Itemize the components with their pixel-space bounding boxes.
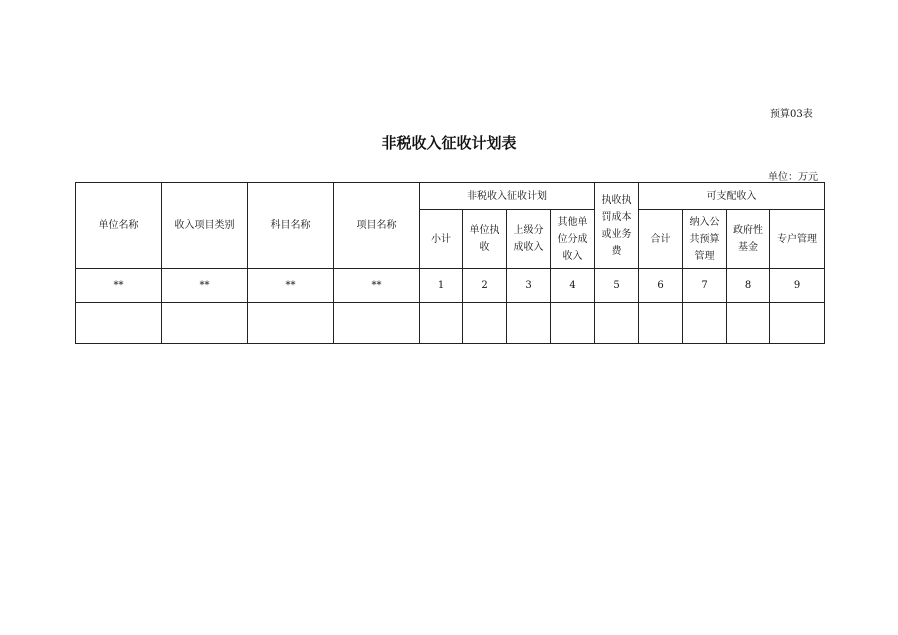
table-cell (683, 303, 727, 344)
table-cell (639, 303, 683, 344)
header-public-budget: 纳入公共预算管理 (683, 210, 727, 269)
table-cell (248, 303, 334, 344)
table-cell (463, 303, 507, 344)
header-item-name: 项目名称 (334, 183, 420, 269)
header-disposable-group: 可支配收入 (639, 183, 825, 210)
unit-label: 单位：万元 (768, 172, 818, 183)
table-cell (76, 303, 162, 344)
header-total: 合计 (639, 210, 683, 269)
table-cell (420, 303, 463, 344)
table-row (76, 303, 825, 344)
table-cell: 6 (639, 269, 683, 303)
header-gov-fund: 政府性基金 (727, 210, 770, 269)
table-cell: ** (162, 269, 248, 303)
table-cell (551, 303, 595, 344)
table-cell (162, 303, 248, 344)
table-row (76, 269, 825, 303)
table-cell (727, 303, 770, 344)
table-cell: 7 (683, 269, 727, 303)
table-cell: ** (76, 269, 162, 303)
table-cell (770, 303, 825, 344)
header-unit-name: 单位名称 (76, 183, 162, 269)
table-cell: 1 (420, 269, 463, 303)
nontax-plan-table (75, 182, 825, 344)
page-title: 非税收入征收计划表 (381, 134, 517, 152)
header-enforcement-cost: 执收执罚成本或业务费 (595, 183, 639, 269)
table-cell: 8 (727, 269, 770, 303)
table-cell: 5 (595, 269, 639, 303)
header-superior-share: 上级分成收入 (507, 210, 551, 269)
table-cell: ** (334, 269, 420, 303)
header-income-category: 收入项目类别 (162, 183, 248, 269)
header-nontax-plan-group: 非税收入征收计划 (420, 183, 595, 210)
table-cell: 3 (507, 269, 551, 303)
table-cell (595, 303, 639, 344)
header-unit-collection: 单位执收 (463, 210, 507, 269)
header-other-unit-share: 其他单位分成收入 (551, 210, 595, 269)
header-subject-name: 科目名称 (248, 183, 334, 269)
table-cell: 4 (551, 269, 595, 303)
table-cell: ** (248, 269, 334, 303)
table-cell (507, 303, 551, 344)
table-cell (334, 303, 420, 344)
table-cell: 2 (463, 269, 507, 303)
table-cell: 9 (770, 269, 825, 303)
header-subtotal: 小计 (420, 210, 463, 269)
header-special-account: 专户管理 (770, 210, 825, 269)
form-number: 预算03表 (770, 109, 813, 120)
